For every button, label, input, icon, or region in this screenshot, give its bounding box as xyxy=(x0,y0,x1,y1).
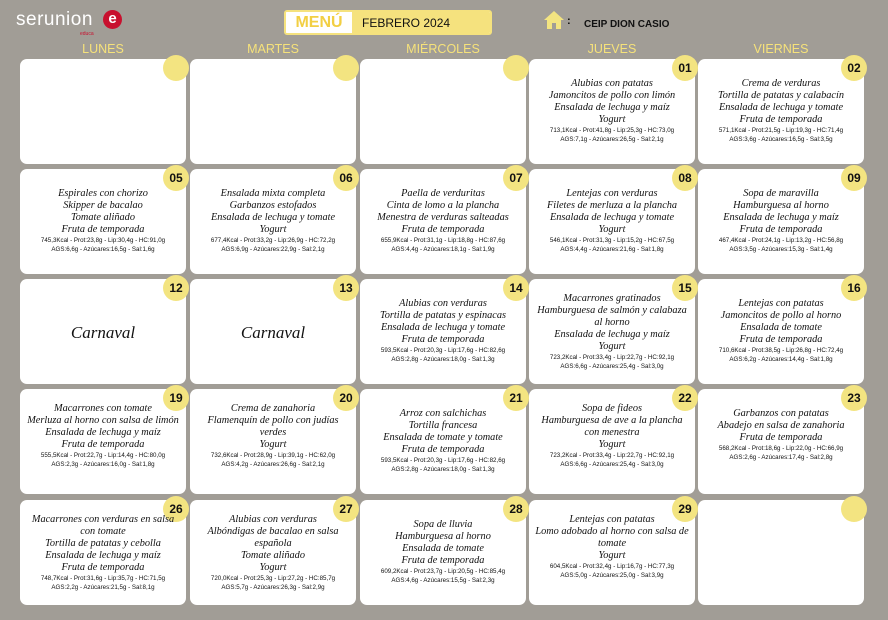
dish-item: Jamoncitos de pollo con limón xyxy=(548,90,676,101)
dish-item: Ensalada de lechuga y maíz xyxy=(45,427,161,438)
dish-list xyxy=(702,188,860,254)
day-card xyxy=(190,389,356,494)
day-number-badge: 13 xyxy=(333,275,359,301)
nutrition-info: AGS:4,6g - Azúcares:15,5g - Sal:2,3g xyxy=(391,576,495,584)
school-name: CEIP DION CASIO xyxy=(584,19,670,30)
dish-item: Ensalada de lechuga y tomate xyxy=(210,212,336,223)
day-number-badge: 06 xyxy=(333,165,359,191)
nutrition-info: 571,1Kcal - Prot:21,5g - Lip:19,3g - HC:71,4g xyxy=(718,127,844,134)
day-card xyxy=(698,59,864,164)
dish-item: Merluza al horno con salsa de limón xyxy=(27,415,179,426)
nutrition-info: AGS:6,9g - Azúcares:22,9g - Sal:2,1g xyxy=(221,245,325,253)
dish-item: Yogurt xyxy=(259,439,287,450)
dish-item: Yogurt xyxy=(598,550,626,561)
nutrition-info: AGS:6,2g - Azúcares:14,4g - Sal:1,8g xyxy=(729,355,833,363)
dish-list xyxy=(24,514,182,592)
day-number-badge: 20 xyxy=(333,385,359,411)
dish-item: Sopa de fideos xyxy=(581,403,643,414)
dish-list xyxy=(364,298,522,364)
nutrition-info: AGS:3,5g - Azúcares:15,3g - Sal:1,4g xyxy=(729,245,833,253)
dish-list xyxy=(194,188,352,254)
day-card xyxy=(20,500,186,605)
dish-item: Espirales con chorizo xyxy=(58,188,148,199)
nutrition-info: AGS:2,3g - Azúcares:16,0g - Sal:1,8g xyxy=(51,460,155,468)
dish-list xyxy=(533,514,691,580)
dish-item: Ensalada de lechuga y tomate xyxy=(549,212,675,223)
nutrition-info: 732,6Kcal - Prot:28,9g - Lip:39,1g - HC:62,0g xyxy=(210,452,336,459)
nutrition-info: 745,3Kcal - Prot:23,8g - Lip:30,4g - HC:91,0g xyxy=(40,237,166,244)
dish-item: Ensalada de lechuga y maíz xyxy=(554,102,670,113)
dish-item: Yogurt xyxy=(259,562,287,573)
day-card xyxy=(190,169,356,274)
day-number-badge: 07 xyxy=(503,165,529,191)
dish-item: Ensalada de tomate y tomate xyxy=(383,432,503,443)
dish-item: Hamburguesa al horno xyxy=(395,531,491,542)
day-number-badge: 28 xyxy=(503,496,529,522)
nutrition-info: AGS:4,4g - Azúcares:21,6g - Sal:1,8g xyxy=(560,245,664,253)
day-number-badge: 29 xyxy=(672,496,698,522)
dish-item: Tomate aliñado xyxy=(71,212,135,223)
dish-list xyxy=(24,188,182,254)
day-header-viernes: VIERNES xyxy=(753,42,809,56)
day-number-badge: 12 xyxy=(163,275,189,301)
dish-item: Tortilla de patatas y cebolla xyxy=(45,538,161,549)
day-card xyxy=(698,500,864,605)
dish-item: Jamoncitos de pollo al horno xyxy=(720,310,842,321)
dish-item: Fruta de temporada xyxy=(401,334,485,345)
dish-item: Sopa de lluvia xyxy=(413,519,473,530)
dish-list xyxy=(533,293,691,371)
dish-item: Crema de verduras xyxy=(741,78,821,89)
day-number-badge: 16 xyxy=(841,275,867,301)
brand-tagline: educa xyxy=(80,31,94,37)
dish-item: Garbanzos con patatas xyxy=(733,408,829,419)
nutrition-info: AGS:4,2g - Azúcares:26,6g - Sal:2,1g xyxy=(221,460,325,468)
day-number-badge: 19 xyxy=(163,385,189,411)
dish-item: Macarrones gratinados xyxy=(563,293,661,304)
dish-item: Tortilla francesa xyxy=(408,420,478,431)
dish-list xyxy=(364,188,522,254)
day-card xyxy=(360,59,526,164)
dish-item: Lentejas con patatas xyxy=(569,514,655,525)
day-number-badge xyxy=(503,55,529,81)
home-icon xyxy=(543,10,565,30)
nutrition-info: 677,4Kcal - Prot:33,2g - Lip:26,9g - HC:72,2g xyxy=(210,237,336,244)
day-card xyxy=(190,500,356,605)
nutrition-info: 568,2Kcal - Prot:18,6g - Lip:22,0g - HC:66,9g xyxy=(718,445,844,452)
dish-item: Garbanzos estofados xyxy=(229,200,317,211)
nutrition-info: AGS:5,0g - Azúcares:25,0g - Sal:3,9g xyxy=(560,571,664,579)
day-header-lunes: LUNES xyxy=(82,42,124,56)
nutrition-info: 555,5Kcal - Prot:22,7g - Lip:14,4g - HC:80,0g xyxy=(40,452,166,459)
dish-list xyxy=(533,403,691,469)
dish-item: Fruta de temporada xyxy=(61,224,145,235)
day-number-badge: 27 xyxy=(333,496,359,522)
nutrition-info: 593,5Kcal - Prot:20,3g - Lip:17,6g - HC:82,6g xyxy=(380,457,506,464)
nutrition-info: AGS:6,6g - Azúcares:25,4g - Sal:3,0g xyxy=(560,362,664,370)
dish-item: Tomate aliñado xyxy=(241,550,305,561)
dish-item: Lentejas con verduras xyxy=(566,188,658,199)
day-card xyxy=(360,169,526,274)
dish-item: Fruta de temporada xyxy=(739,224,823,235)
dish-item: Fruta de temporada xyxy=(401,224,485,235)
dish-item: Macarrones con verduras en salsa con tomate xyxy=(31,514,175,537)
dish-item: Alubias con verduras xyxy=(399,298,487,309)
day-card xyxy=(529,59,695,164)
dish-list xyxy=(533,78,691,144)
dish-item: Ensalada de tomate xyxy=(740,322,822,333)
dish-list xyxy=(702,298,860,364)
day-number-badge: 05 xyxy=(163,165,189,191)
holiday-label: Carnaval xyxy=(70,323,136,342)
dish-item: Hamburguesa de salmón y calabaza al horno xyxy=(537,305,687,328)
day-header-miercoles: MIÉRCOLES xyxy=(406,42,480,56)
school-separator: : xyxy=(567,15,571,27)
day-number-badge: 21 xyxy=(503,385,529,411)
dish-item: Fruta de temporada xyxy=(739,432,823,443)
brand-name: serunion xyxy=(16,9,93,30)
nutrition-info: AGS:2,2g - Azúcares:21,5g - Sal:8,1g xyxy=(51,583,155,591)
nutrition-info: 604,5Kcal - Prot:32,4g - Lip:16,7g - HC:77,3g xyxy=(549,563,675,570)
dish-list xyxy=(24,403,182,469)
dish-item: Fruta de temporada xyxy=(61,439,145,450)
dish-item: Albóndigas de bacalao en salsa española xyxy=(207,526,339,549)
day-card xyxy=(20,169,186,274)
dish-item: Tortilla de patatas y espinacas xyxy=(379,310,507,321)
dish-item: Abadejo en salsa de zanahoria xyxy=(717,420,845,431)
dish-item: Ensalada de lechuga y maíz xyxy=(45,550,161,561)
dish-item: Ensalada de lechuga y maíz xyxy=(554,329,670,340)
day-card xyxy=(20,59,186,164)
dish-item: Alubias con patatas xyxy=(571,78,653,89)
nutrition-info: 593,5Kcal - Prot:20,3g - Lip:17,6g - HC:82,6g xyxy=(380,347,506,354)
day-card xyxy=(20,279,186,384)
dish-item: Paella de verduritas xyxy=(401,188,485,199)
dish-item: Hamburguesa de ave a la plancha con menestra xyxy=(541,415,683,438)
nutrition-info: AGS:5,7g - Azúcares:26,3g - Sal:2,9g xyxy=(221,583,325,591)
dish-item: Tortilla de patatas y calabacín xyxy=(717,90,845,101)
nutrition-info: 720,0Kcal - Prot:25,3g - Lip:27,2g - HC:85,7g xyxy=(210,575,336,582)
dish-item: Ensalada de lechuga y tomate xyxy=(718,102,844,113)
nutrition-info: 748,7Kcal - Prot:31,6g - Lip:35,7g - HC:71,5g xyxy=(40,575,166,582)
day-card xyxy=(190,59,356,164)
dish-item: Fruta de temporada xyxy=(739,334,823,345)
day-number-badge xyxy=(163,55,189,81)
dish-list xyxy=(194,403,352,469)
day-card xyxy=(360,500,526,605)
dish-item: Fruta de temporada xyxy=(61,562,145,573)
dish-item: Yogurt xyxy=(598,114,626,125)
dish-item: Alubias con verduras xyxy=(229,514,317,525)
nutrition-info: 546,1Kcal - Prot:31,3g - Lip:15,2g - HC:67,5g xyxy=(549,237,675,244)
dish-item: Fruta de temporada xyxy=(401,555,485,566)
dish-list xyxy=(364,408,522,474)
dish-item: Yogurt xyxy=(598,341,626,352)
day-card xyxy=(20,389,186,494)
dish-item: Yogurt xyxy=(259,224,287,235)
dish-item: Cinta de lomo a la plancha xyxy=(386,200,500,211)
dish-item: Skipper de bacalao xyxy=(63,200,143,211)
nutrition-info: 609,2Kcal - Prot:23,7g - Lip:20,5g - HC:85,4g xyxy=(380,568,506,575)
dish-list xyxy=(533,188,691,254)
day-card xyxy=(529,279,695,384)
brand-logo xyxy=(16,9,94,37)
dish-list xyxy=(194,514,352,592)
dish-item: Flamenquín de pollo con judías verdes xyxy=(207,415,339,438)
nutrition-info: 710,6Kcal - Prot:38,5g - Lip:26,8g - HC:72,4g xyxy=(718,347,844,354)
dish-item: Macarrones con tomate xyxy=(54,403,152,414)
dish-item: Ensalada mixta completa xyxy=(220,188,326,199)
nutrition-info: AGS:2,8g - Azúcares:18,0g - Sal:1,3g xyxy=(391,355,495,363)
nutrition-info: 713,1Kcal - Prot:41,8g - Lip:25,3g - HC:73,0g xyxy=(549,127,675,134)
dish-item: Sopa de maravilla xyxy=(743,188,819,199)
menu-title-box xyxy=(284,10,492,35)
holiday-label: Carnaval xyxy=(240,323,306,342)
day-number-badge: 09 xyxy=(841,165,867,191)
dish-list xyxy=(702,78,860,144)
nutrition-info: AGS:2,8g - Azúcares:18,0g - Sal:1,3g xyxy=(391,465,495,473)
nutrition-info: 723,2Kcal - Prot:33,4g - Lip:22,7g - HC:92,1g xyxy=(549,452,675,459)
day-card xyxy=(360,279,526,384)
day-card xyxy=(529,169,695,274)
dish-item: Ensalada de lechuga y maíz xyxy=(723,212,839,223)
day-number-badge: 14 xyxy=(503,275,529,301)
day-number-badge xyxy=(333,55,359,81)
day-card xyxy=(698,389,864,494)
dish-item: Hamburguesa al horno xyxy=(733,200,829,211)
day-number-badge: 08 xyxy=(672,165,698,191)
dish-item: Fruta de temporada xyxy=(739,114,823,125)
day-header-jueves: JUEVES xyxy=(587,42,637,56)
dish-item: Arroz con salchichas xyxy=(399,408,487,419)
day-card xyxy=(529,389,695,494)
brand-mark-icon: e xyxy=(103,10,122,29)
day-card xyxy=(698,169,864,274)
dish-item: Lomo adobado al horno con salsa de tomate xyxy=(535,526,689,549)
day-number-badge: 15 xyxy=(672,275,698,301)
menu-label: MENÚ xyxy=(286,12,352,33)
day-number-badge: 22 xyxy=(672,385,698,411)
dish-item: Ensalada de tomate xyxy=(402,543,484,554)
nutrition-info: 723,2Kcal - Prot:33,4g - Lip:22,7g - HC:92,1g xyxy=(549,354,675,361)
nutrition-info: AGS:4,4g - Azúcares:18,1g - Sal:1,9g xyxy=(391,245,495,253)
dish-item: Filetes de merluza a la plancha xyxy=(546,200,678,211)
day-header-martes: MARTES xyxy=(247,42,299,56)
nutrition-info: AGS:6,6g - Azúcares:25,4g - Sal:3,0g xyxy=(560,460,664,468)
dish-item: Crema de zanahoria xyxy=(230,403,316,414)
day-number-badge xyxy=(841,496,867,522)
dish-item: Yogurt xyxy=(598,224,626,235)
nutrition-info: 467,4Kcal - Prot:24,1g - Lip:13,2g - HC:56,8g xyxy=(718,237,844,244)
dish-item: Lentejas con patatas xyxy=(738,298,824,309)
nutrition-info: AGS:3,6g - Azúcares:16,5g - Sal:3,5g xyxy=(729,135,833,143)
dish-item: Ensalada de lechuga y tomate xyxy=(380,322,506,333)
nutrition-info: AGS:7,1g - Azúcares:26,5g - Sal:2,1g xyxy=(560,135,664,143)
nutrition-info: AGS:2,6g - Azúcares:17,4g - Sal:2,8g xyxy=(729,453,833,461)
dish-item: Fruta de temporada xyxy=(401,444,485,455)
day-number-badge: 01 xyxy=(672,55,698,81)
day-number-badge: 26 xyxy=(163,496,189,522)
day-card xyxy=(529,500,695,605)
day-card xyxy=(190,279,356,384)
nutrition-info: 655,9Kcal - Prot:31,1g - Lip:18,8g - HC:87,6g xyxy=(380,237,506,244)
day-number-badge: 02 xyxy=(841,55,867,81)
dish-item: Yogurt xyxy=(598,439,626,450)
nutrition-info: AGS:6,6g - Azúcares:16,5g - Sal:1,6g xyxy=(51,245,155,253)
dish-list xyxy=(702,408,860,462)
day-card xyxy=(698,279,864,384)
day-card xyxy=(360,389,526,494)
menu-month: FEBRERO 2024 xyxy=(352,12,490,33)
day-number-badge: 23 xyxy=(841,385,867,411)
dish-list xyxy=(364,519,522,585)
dish-item: Menestra de verduras salteadas xyxy=(377,212,509,223)
